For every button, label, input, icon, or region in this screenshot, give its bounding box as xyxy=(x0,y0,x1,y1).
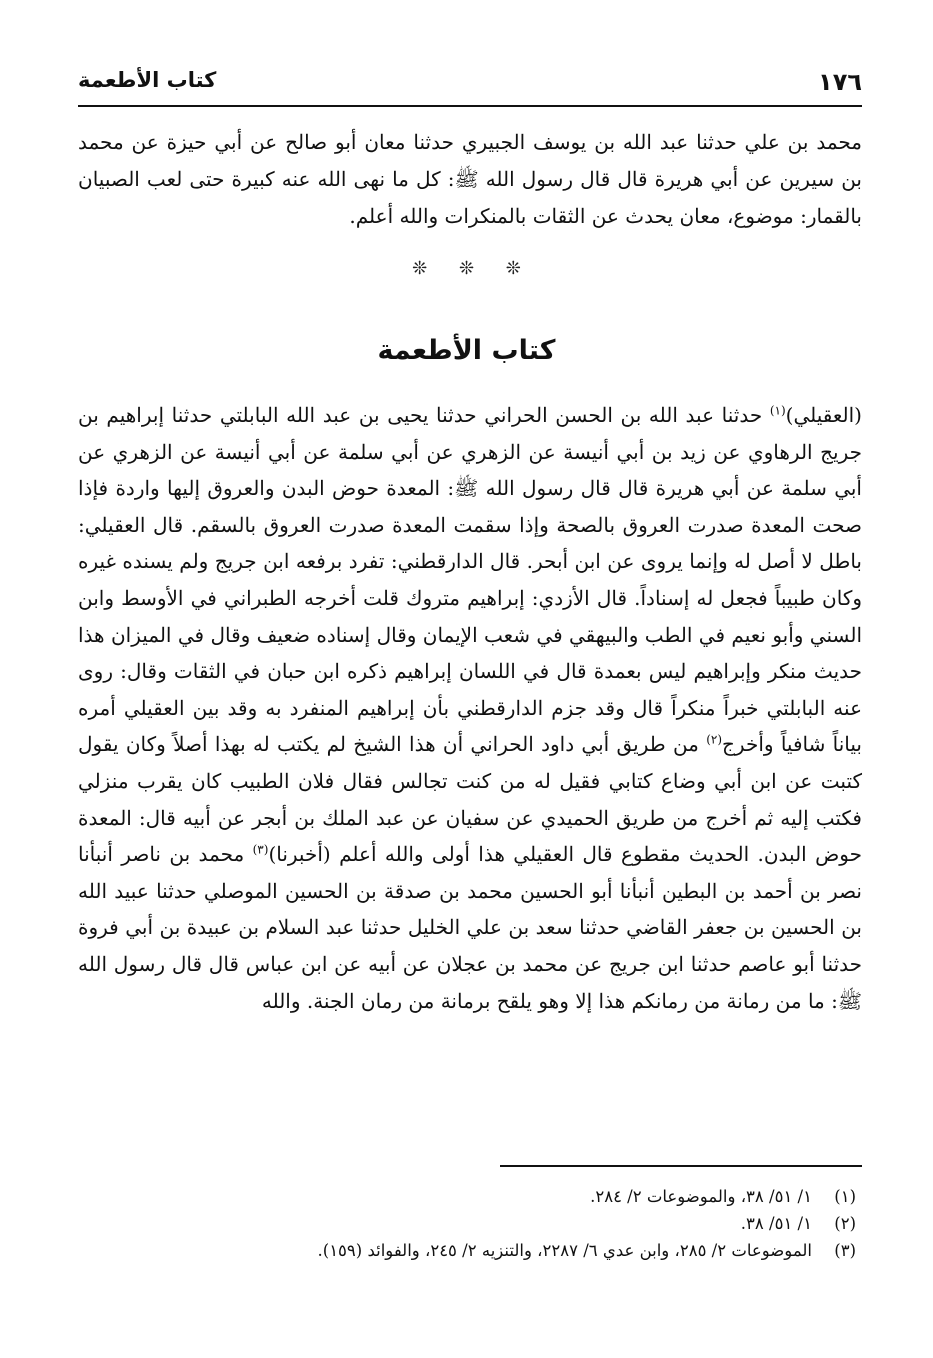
running-title: كتاب الأطعمة xyxy=(78,68,217,92)
paragraph-main-part-2: حدثنا عبد الله بن الحسن الحراني حدثنا يحيى بن عبد الله البابلتي حدثنا إبراهيم بن جريج الرهاوي عن زيد بن أبي أنيسة عن الزهري عن أبي سلمة عن أبي أنيسة عن الزهري عن أبي سلمة عن أبي هريرة قال قال رسول الله ﷺ: المعدة حوض البدن والعروق إليها واردة فإذا صحت المعدة صدرت العروق بالصحة وإذا سقمت المعدة صدرت العروق بالسقم. قال العقيلي: باطل لا أصل له وإنما يروى عن ابن أبحر. قال الدارقطني: تفرد برفعه ابن جريج ولم يسنده غيره وكان طبيباً فجعل له إسناداً. قال الأزدي: إبراهيم متروك قلت أخرجه الطبراني في الأوسط وابن السني وأبو نعيم في الطب والبيهقي في شعب الإيمان وقال إسناده ضعيف وقال في الميزان هذا حديث منكر وإبراهيم ليس بعمدة قال في اللسان إبراهيم ذكره ابن حبان في الثقات وقال: روى عنه البابلتي خبراً منكراً قال وقد جزم الدارقطني بأن إبراهيم المنفرد به وقد بين العقيلي أمره بياناً شافياً وأخرج xyxy=(78,403,862,757)
footnote-rule xyxy=(500,1165,862,1167)
footnote-text: ١/ ٥١/ ٣٨. xyxy=(740,1214,812,1233)
paragraph-main-part-1: (العقيلي) xyxy=(785,403,862,427)
footnotes-list xyxy=(78,1183,862,1264)
footnote-mark: (٣) xyxy=(834,1241,856,1260)
footnote-item xyxy=(78,1210,862,1237)
footnote-text: الموضوعات ٢/ ٢٨٥، وابن عدي ٦/ ٢٢٨٧، والتنزيه ٢/ ٢٤٥، والفوائد (١٥٩). xyxy=(317,1241,812,1260)
footnote-item xyxy=(78,1183,862,1210)
footnote-ref-1[interactable]: (١) xyxy=(769,403,786,418)
footnote-mark: (٢) xyxy=(834,1214,856,1233)
footnote-ref-2[interactable]: (٢) xyxy=(706,732,723,747)
paragraph-main-part-4: محمد بن ناصر أنبأنا نصر بن أحمد بن البطين أنبأنا أبو الحسين محمد بن صدقة بن الحسين الموصلي حدثنا عبيد الله بن الحسين بن جعفر القاضي حدثنا سعد بن علي الخليل حدثنا عبد السلام بن عبيدة بن أبي فروة حدثنا أبو عاصم حدثنا ابن جريج عن محمد بن عجلان عن أبيه عن ابن عباس قال قال رسول الله ﷺ: ما من رمانة من رمانكم هذا إلا وهو يلقح برمانة من رمان الجنة. والله xyxy=(78,842,862,1013)
footnote-item xyxy=(78,1237,862,1264)
header-rule xyxy=(78,105,862,107)
running-header xyxy=(78,66,862,102)
section-title: كتاب الأطعمة xyxy=(377,335,556,366)
section-separator: ❊ ❊ ❊ xyxy=(412,258,521,279)
page-number: ١٧٦ xyxy=(818,68,862,96)
footnote-text: ١/ ٥١/ ٣٨، والموضوعات ٢/ ٢٨٤. xyxy=(590,1187,812,1206)
footnote-ref-3[interactable]: (٣) xyxy=(252,842,269,857)
paragraph-main xyxy=(78,397,862,1019)
paragraph-main-part-3: من طريق أبي داود الحراني أن هذا الشيخ لم يكتب له بهذا أصلاً وكان يقول كتبت عن ابن أبي وضاع كتابي فقيل له من كنت تجالس فقال فلان الطبيب كان يقرب منزلي فكتب إليه ثم أخرج من طريق الحميدي عن سفيان عن عبد الملك بن أبجر عن أبيه قال: المعدة حوض البدن. الحديث مقطوع قال العقيلي هذا أولى والله أعلم (أخبرنا) xyxy=(78,732,862,867)
footnote-mark: (١) xyxy=(834,1187,856,1206)
paragraph-continued: محمد بن علي حدثنا عبد الله بن يوسف الجبيري حدثنا معان أبو صالح عن أبي حيزة عن محمد بن سيرين عن أبي هريرة قال قال رسول الله ﷺ: كل ما نهى الله عنه كبيرة حتى لعب الصبيان بالقمار: موضوع، معان يحدث عن الثقات بالمنكرات والله أعلم. xyxy=(78,130,862,228)
